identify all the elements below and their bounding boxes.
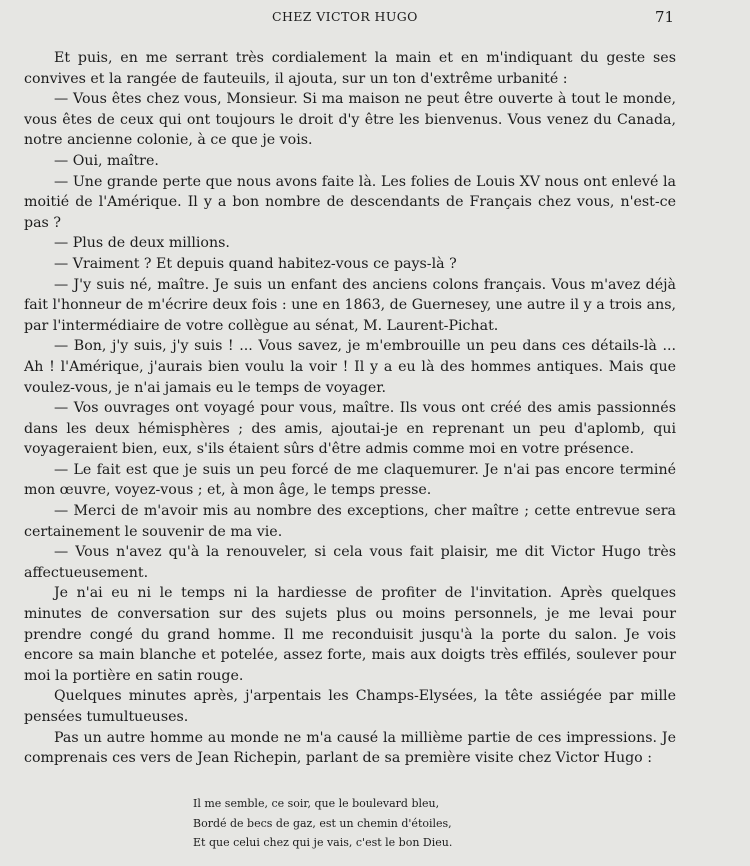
paragraph: — Vos ouvrages ont voyagé pour vous, maître. Ils vous ont créé des amis passionnés dans les deux hémisphères ; des amis, ajoutai-je en reprenant un peu d'aplomb, qui voyageraient bien, eux, s'ils étaient sûrs d'être admis comme moi en votre présence. bbox=[24, 400, 676, 458]
paragraph: — Vraiment ? Et depuis quand habitez-vous ce pays-là ? bbox=[54, 255, 457, 272]
paragraph: — J'y suis né, maître. Je suis un enfant des anciens colons français. Vous m'avez déjà fait l'honneur de m'écrire deux fois : une en 1863, de Guernesey, une autre il y a trois ans, par l'intermédiaire de votre collègue au sénat, M. Laurent-Pichat. bbox=[24, 276, 676, 334]
paragraph: Je n'ai eu ni le temps ni la hardiesse de profiter de l'invitation. Après quelques minutes de conversation sur des sujets plus ou moins personnels, je me levai pour prendre congé du grand homme. Il me reconduisit jusqu'à la porte du salon. Je vois encore sa main blanche et potelée, assez forte, mais aux doigts très effilés, soulever pour moi la portière en satin rouge. bbox=[24, 585, 676, 684]
running-head-title: CHEZ VICTOR HUGO bbox=[272, 9, 418, 24]
verse-quote bbox=[193, 794, 452, 853]
verse-line: Bordé de becs de gaz, est un chemin d'étoiles, bbox=[193, 816, 452, 830]
paragraph: Quelques minutes après, j'arpentais les Champs-Elysées, la tête assiégée par mille pensées tumultueuses. bbox=[24, 688, 676, 725]
paragraph: — Bon, j'y suis, j'y suis ! ... Vous savez, je m'embrouille un peu dans ces détails-là ... Ah ! l'Amérique, j'aurais bien voulu la voir ! Il y a eu là des hommes antiques. Mais que voulez-vous, je n'ai jamais eu le temps de voyager. bbox=[24, 338, 676, 396]
running-head bbox=[0, 9, 750, 31]
paragraph: — Le fait est que je suis un peu forcé de me claquemurer. Je n'ai pas encore terminé mon œuvre, voyez-vous ; et, à mon âge, le temps presse. bbox=[24, 461, 676, 499]
paragraph: — Oui, maître. bbox=[54, 152, 159, 169]
paragraph: — Vous êtes chez vous, Monsieur. Si ma maison ne peut être ouverte à tout le monde, vous êtes de ceux qui ont toujours le droit d'y être les bienvenus. Vous venez du Canada, notre ancienne colonie, à ce que je vois. bbox=[24, 91, 676, 149]
verse-line: Et que celui chez qui je vais, c'est le bon Dieu. bbox=[193, 836, 453, 849]
page-number: 71 bbox=[655, 8, 675, 26]
paragraph: Et puis, en me serrant très cordialement la main et en m'indiquant du geste ses convives et la rangée de fauteuils, il ajouta, sur un ton d'extrême urbanité : bbox=[24, 50, 676, 87]
paragraph: — Plus de deux millions. bbox=[54, 235, 230, 252]
paragraph: — Une grande perte que nous avons faite là. Les folies de Louis XV nous ont enlevé la moitié de l'Amérique. Il y a bon nombre de descendants de Français chez vous, n'est-ce pas ? bbox=[24, 173, 676, 231]
paragraph: — Vous n'avez qu'à la renouveler, si cela vous fait plaisir, me dit Victor Hugo très affectueusement. bbox=[24, 544, 676, 581]
body-text bbox=[24, 48, 676, 769]
paragraph: — Merci de m'avoir mis au nombre des exceptions, cher maître ; cette entrevue sera certainement le souvenir de ma vie. bbox=[24, 503, 676, 540]
verse-line: Il me semble, ce soir, que le boulevard bleu, bbox=[193, 797, 440, 810]
paragraph: Pas un autre homme au monde ne m'a causé la millième partie de ces impressions. Je comprenais ces vers de Jean Richepin, parlant de sa première visite chez Victor Hugo : bbox=[24, 729, 676, 767]
